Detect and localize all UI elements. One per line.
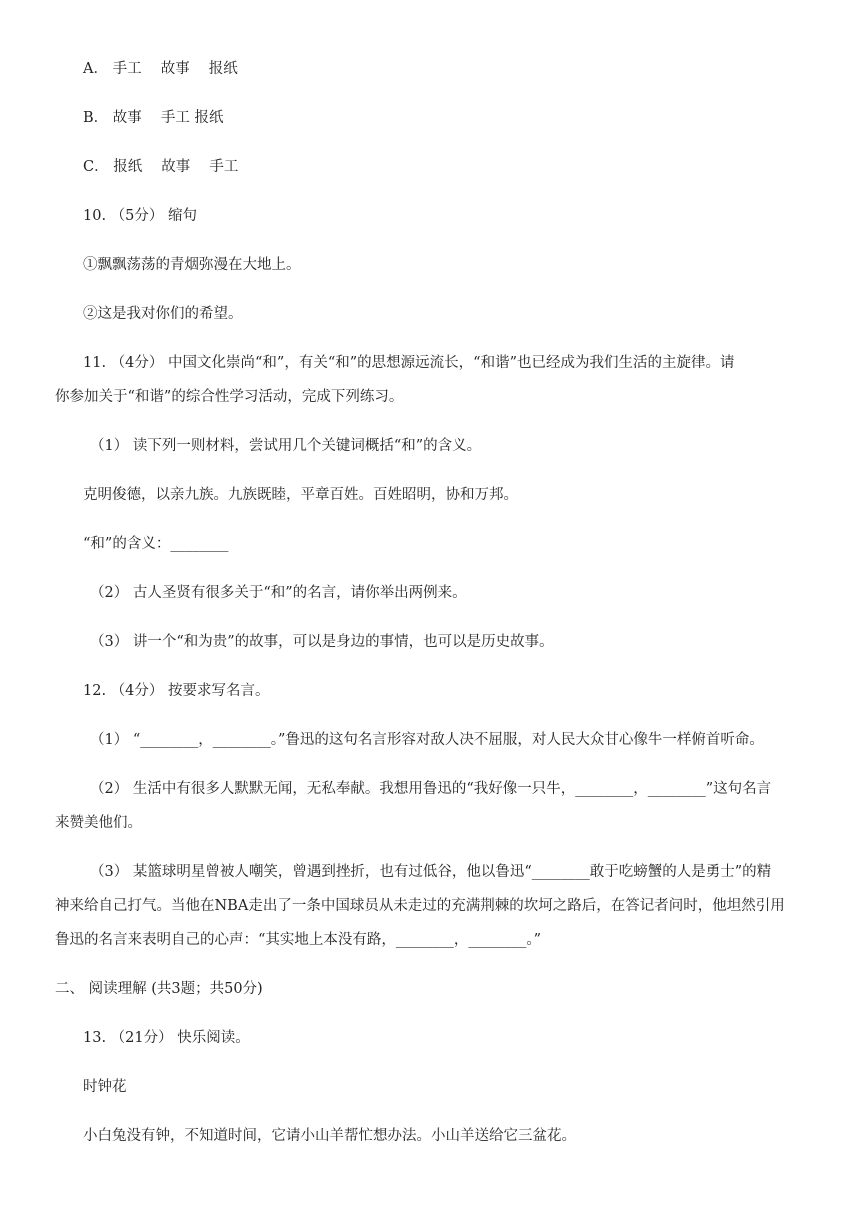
question-12-part-2-cont: 来赞美他们。 xyxy=(55,815,142,831)
question-12-part-1: （1） “________，________。”鲁迅的这句名言形容对敌人决不屈服，对人民大众甘心像牛一样俯首听命。 xyxy=(90,732,764,748)
question-11-part-1: （1） 读下列一则材料，尝试用几个关键词概括“和”的含义。 xyxy=(90,438,482,454)
question-11-title: 11. （4分） 中国文化崇尚“和”，有关“和”的思想源远流长，“和谐”也已经成为我们生活的主旋律。请 xyxy=(83,355,735,371)
question-10-sentence-1: ①飘飘荡荡的青烟弥漫在大地上。 xyxy=(83,257,301,273)
question-11-part-3: （3） 讲一个“和为贵”的故事，可以是身边的事情，也可以是历史故事。 xyxy=(90,634,554,650)
question-11-part-2: （2） 古人圣贤有很多关于“和”的名言，请你举出两例来。 xyxy=(90,585,467,601)
question-11-answer-blank: “和”的含义：________ xyxy=(83,536,229,552)
section-2-heading: 二、 阅读理解 (共3题；共50分) xyxy=(55,981,263,997)
question-11-title-cont: 你参加关于“和谐”的综合性学习活动，完成下列练习。 xyxy=(55,389,404,405)
question-12-part-2: （2） 生活中有很多人默默无闻，无私奉献。我想用鲁迅的“我好像一只牛，________，________”这句名言 xyxy=(90,781,772,797)
question-11-material: 克明俊德，以亲九族。九族既睦，平章百姓。百姓昭明，协和万邦。 xyxy=(83,487,518,503)
story-paragraph: 小白兔没有钟，不知道时间，它请小山羊帮忙想办法。小山羊送给它三盆花。 xyxy=(83,1128,576,1144)
story-title: 时钟花 xyxy=(83,1079,127,1095)
question-12-part-3-cont-2: 鲁迅的名言来表明自己的心声：“其实地上本没有路，________，________。” xyxy=(55,932,542,948)
option-c: C． 报纸 故事 手工 xyxy=(83,159,239,175)
option-b: B． 故事 手工 报纸 xyxy=(83,110,224,126)
question-10-sentence-2: ②这是我对你们的希望。 xyxy=(83,306,243,322)
question-12-part-3: （3） 某篮球明星曾被人嘲笑，曾遇到挫折，也有过低谷，他以鲁迅“________敢于吃螃蟹的人是勇士”的精 xyxy=(90,864,772,880)
question-13-title: 13. （21分） 快乐阅读。 xyxy=(83,1030,250,1046)
option-a: A． 手工 故事 报纸 xyxy=(83,61,238,77)
question-10-title: 10. （5分） 缩句 xyxy=(83,208,198,224)
question-12-title: 12. （4分） 按要求写名言。 xyxy=(83,683,270,699)
question-12-part-3-cont-1: 神来给自己打气。当他在NBA走出了一条中国球员从未走过的充满荆棘的坎坷之路后，在答记者问时，他坦然引用 xyxy=(55,898,785,914)
